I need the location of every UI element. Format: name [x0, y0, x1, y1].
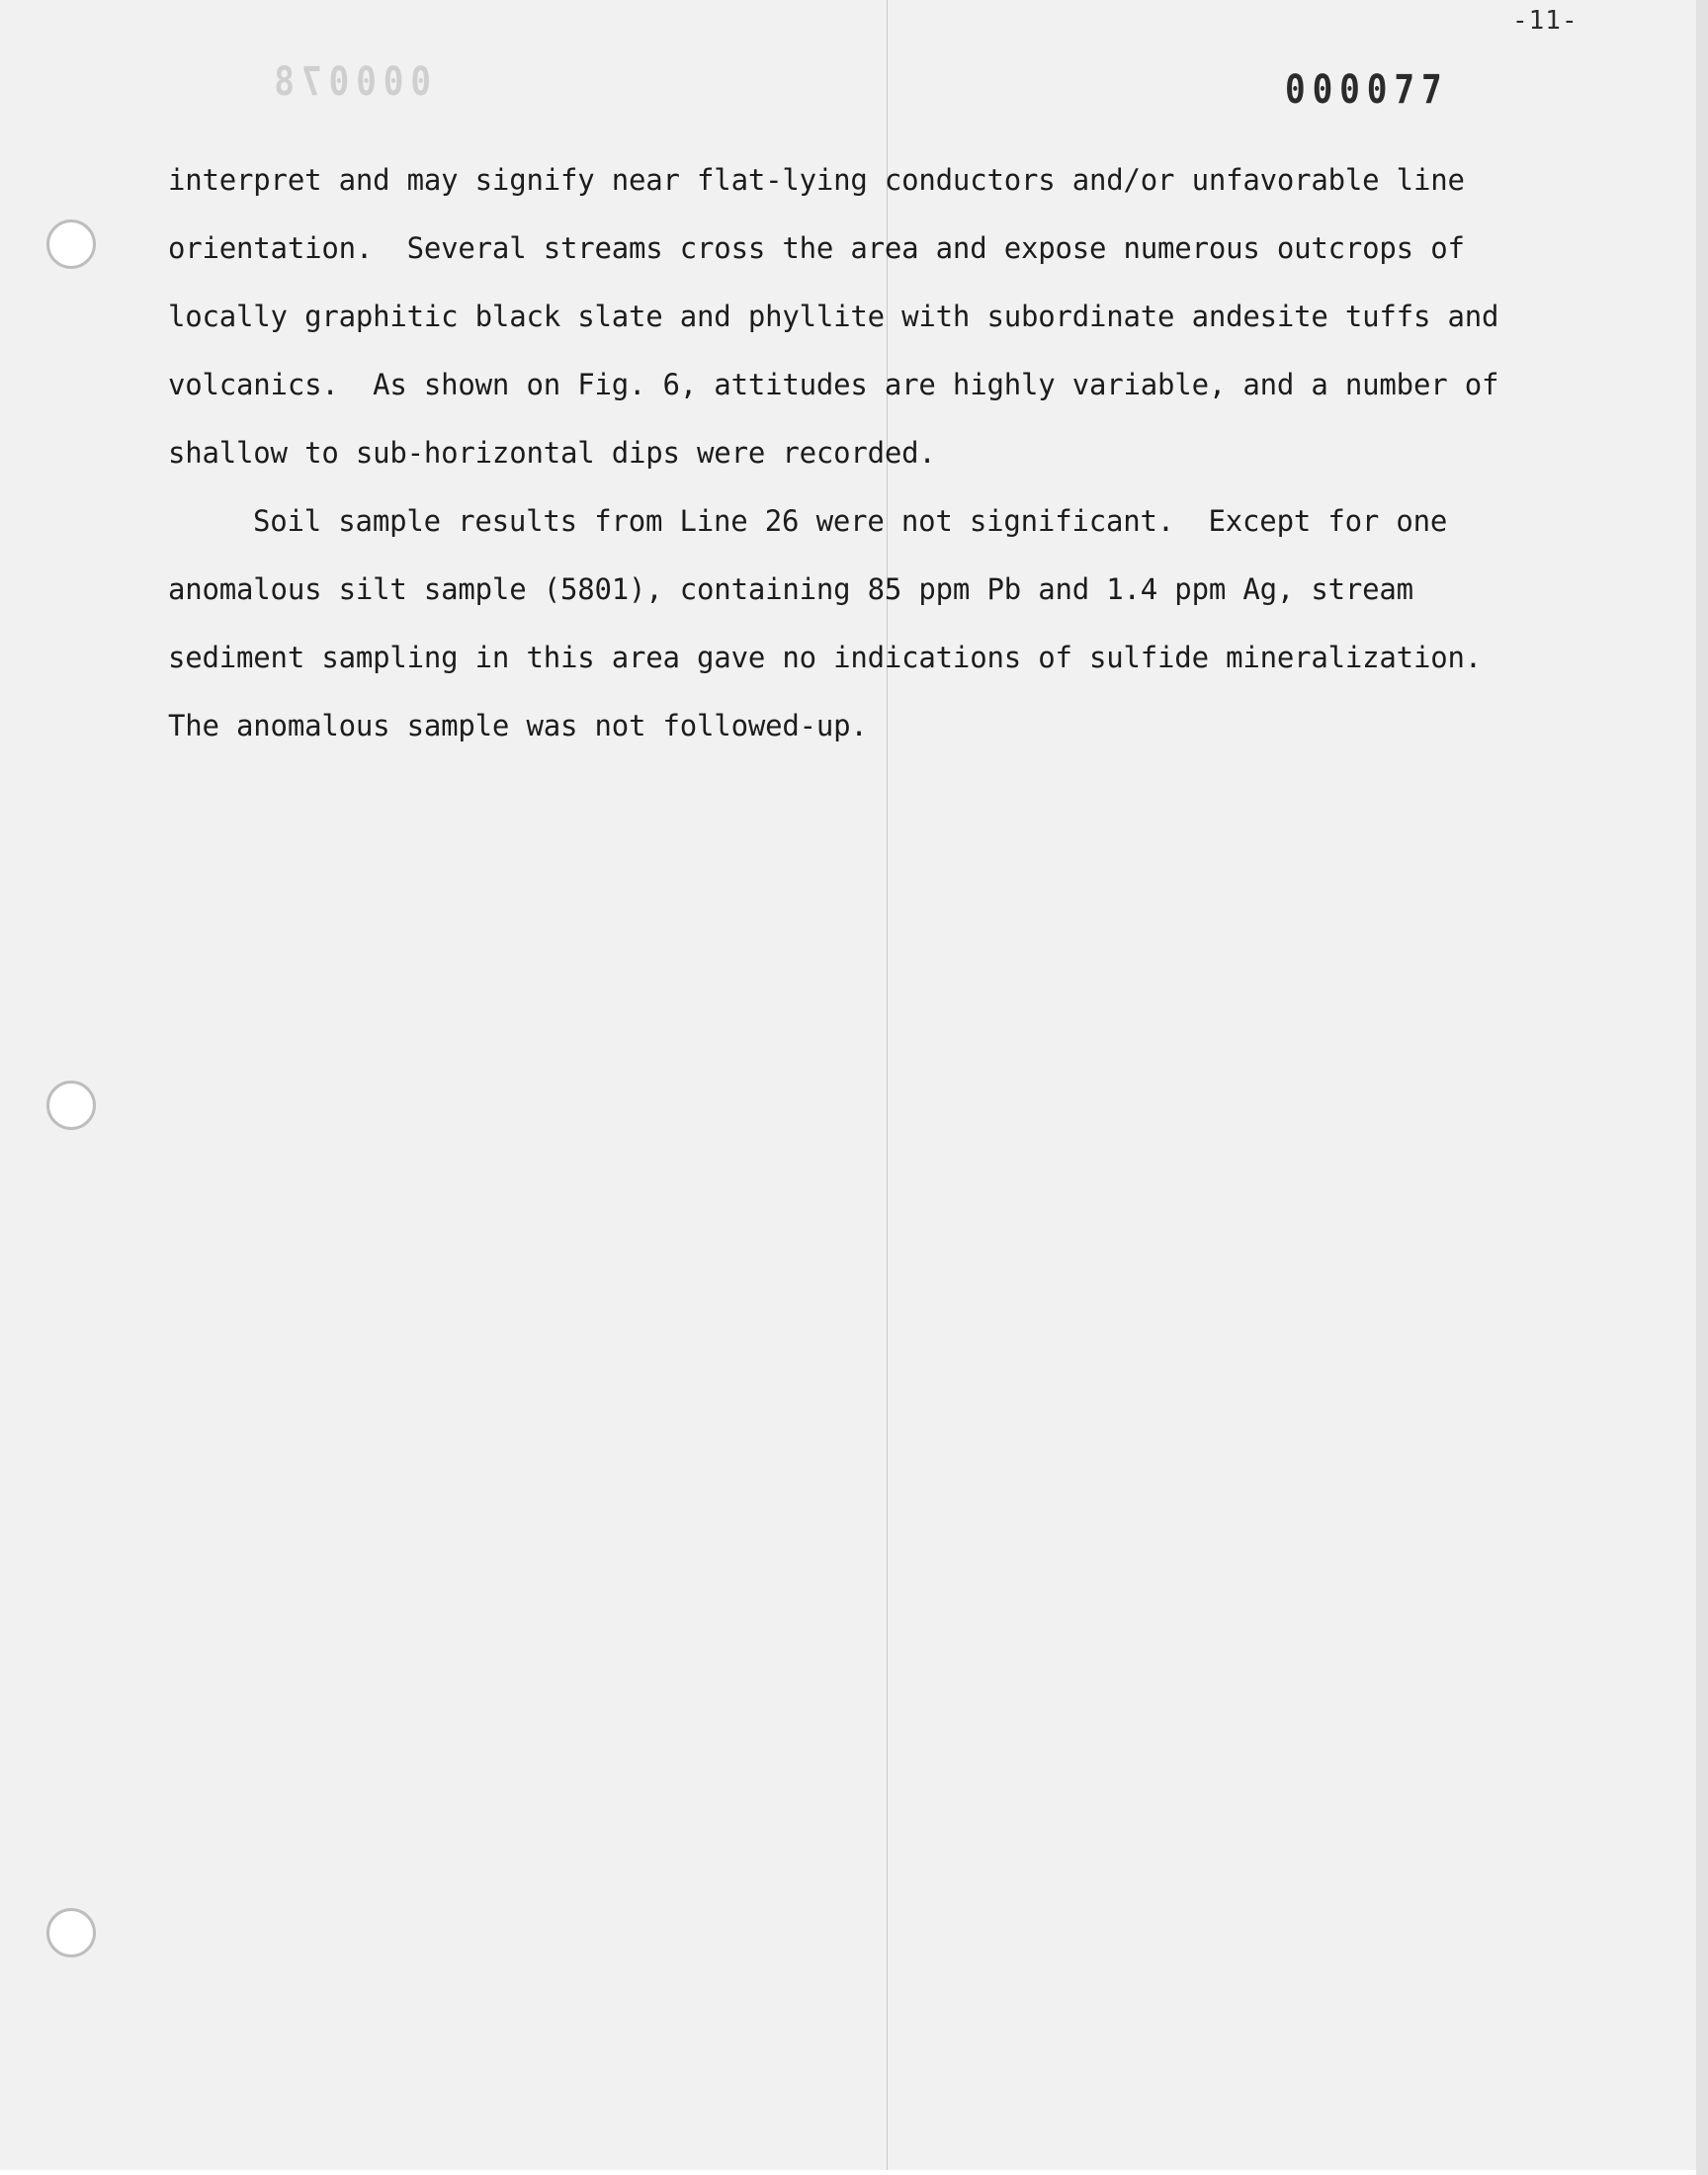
punch-hole-top: [46, 219, 96, 269]
text-line: locally graphitic black slate and phyllite with subordinate andesite tuffs and: [168, 300, 1499, 333]
document-stamp-number: 000077: [1285, 67, 1449, 113]
punch-hole-bottom: [46, 1908, 96, 1958]
text-line: The anomalous sample was not followed-up.: [168, 709, 868, 742]
text-line: anomalous silt sample (5801), containing 85 ppm Pb and 1.4 ppm Ag, stream: [168, 572, 1413, 606]
page-number: -11-: [1512, 6, 1579, 36]
text-line: shallow to sub-horizontal dips were recorded.: [168, 436, 936, 470]
bleed-through-stamp: 000078: [267, 59, 431, 105]
paragraph-2: [168, 487, 1552, 760]
text-line: orientation. Several streams cross the area and expose numerous outcrops of: [168, 231, 1465, 265]
text-line: sediment sampling in this area gave no indications of sulfide mineralization.: [168, 641, 1482, 674]
scan-edge: [1696, 0, 1708, 2175]
text-line: Soil sample results from Line 26 were not significant. Except for one: [253, 504, 1448, 538]
text-line: interpret and may signify near flat-lying conductors and/or unfavorable line: [168, 163, 1465, 197]
punch-hole-middle: [46, 1081, 96, 1130]
text-line: volcanics. As shown on Fig. 6, attitudes are highly variable, and a number of: [168, 368, 1499, 401]
paragraph-1: [168, 146, 1552, 487]
body-text: [168, 146, 1552, 760]
